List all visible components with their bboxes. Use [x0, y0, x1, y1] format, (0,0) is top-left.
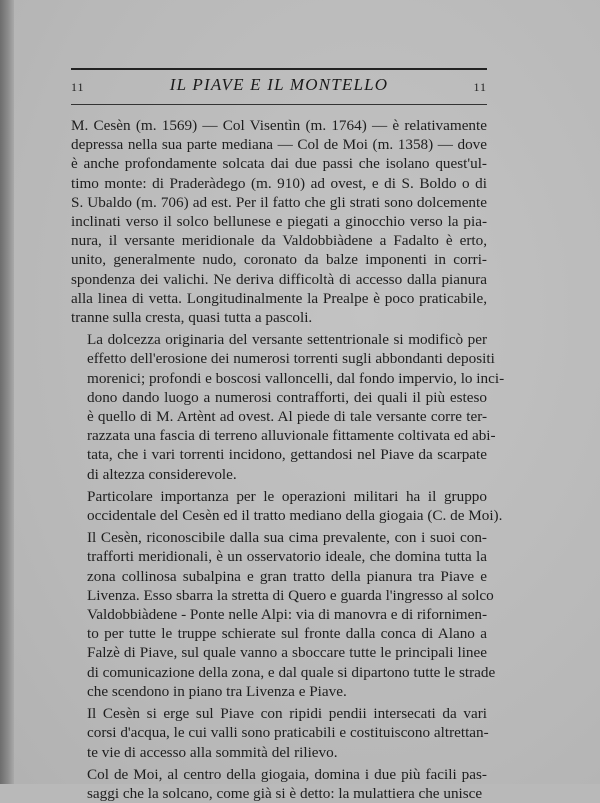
text-line: saggi che la solcano, come già si è detto: la mulattiera che unisce: [87, 784, 483, 802]
text-line: La dolcezza originaria del versante settentrionale si modificò per: [87, 331, 487, 349]
text-line: trafforti meridionali, è un osservatorio ideale, che domina tutta la: [87, 548, 487, 566]
text-line: te vie di accesso alla sommità del rilievo.: [87, 743, 338, 761]
text-line: to per tutte le truppe schierate sul fronte dalla conca di Alano a: [87, 625, 487, 643]
text-line: S. Ubaldo (m. 706) ad est. Per il fatto che gli strati sono dolcemente: [71, 193, 487, 211]
page-number-left: 11: [71, 80, 85, 94]
book-page: [14, 0, 600, 802]
text-line: Valdobbiàdene - Ponte nelle Alpi: via di manovra e di rifornimen-: [87, 606, 487, 624]
running-head-title: IL PIAVE E IL MONTELLO: [169, 75, 389, 94]
text-line: zona collinosa subalpina e gran tratto della pianura tra Piave e: [87, 567, 487, 585]
text-line: Falzè di Piave, sul quale vanno a sboccare tutte le principali linee: [87, 644, 487, 662]
text-line: Col de Moi, al centro della giogaia, domina i due più facili pas-: [87, 765, 487, 783]
paragraph: [71, 330, 505, 484]
running-head: [71, 68, 487, 105]
text-line: occidentale del Cesèn ed il tratto mediano della giogaia (C. de Moi).: [87, 507, 503, 525]
text-line: dono dando luogo a numerosi contrafforti, dei quali il più esteso: [87, 388, 487, 406]
text-line: alla linea di vetta. Longitudinalmente la Prealpe è poco praticabile,: [71, 289, 487, 307]
text-line: è quello di M. Artènt ad ovest. Al piede di tale versante corre ter-: [87, 408, 487, 426]
paragraph: [71, 528, 496, 701]
text-line: Particolare importanza per le operazioni militari ha il gruppo: [87, 487, 487, 505]
text-line: spondenza dei valichi. Ne deriva difficoltà di accesso dalla pianura: [71, 270, 487, 288]
page-binding-edge: [0, 0, 14, 784]
text-line: razzata una fascia di terreno alluvionale fittamente coltivata ed abi-: [87, 427, 496, 445]
paragraph: [71, 704, 487, 762]
text-line: depressa nella sua parte mediana — Col de Moi (m. 1358) — dove: [71, 136, 487, 154]
text-line: morenici; profondi e boscosi valloncelli, dal fondo impervio, lo inci-: [87, 369, 505, 387]
paragraph: [71, 116, 487, 327]
text-line: timo monte: di Praderàdego (m. 910) ad ovest, e di S. Boldo o di: [71, 174, 487, 192]
text-line: unito, generalmente nudo, coronato da balze imponenti in corri-: [71, 251, 487, 269]
text-line: Il Cesèn, riconoscibile dalla sua cima prevalente, con i suoi con-: [87, 529, 487, 547]
text-line: effetto dell'erosione dei numerosi torrenti sugli abbondanti depositi: [87, 350, 495, 368]
text-line: inclinati verso il solco bellunese e piegati a ginocchio verso la pia-: [71, 213, 487, 231]
text-line: di comunicazione della zona, e dal quale si dipartono tutte le strade: [87, 663, 496, 681]
body-text: [71, 116, 505, 803]
page-number-right: 11: [473, 80, 487, 94]
text-line: tata, che i vari torrenti incidono, gettandosi nel Piave da scarpate: [87, 446, 487, 464]
text-line: corsi d'acqua, le cui valli sono praticabili e costituiscono altrettan-: [87, 724, 489, 742]
text-line: Il Cesèn si erge sul Piave con ripidi pendii intersecati da vari: [87, 705, 487, 723]
text-line: che scendono in piano tra Livenza e Piave.: [87, 682, 347, 700]
paragraph: [71, 487, 503, 525]
text-line: è anche profondamente solcata dai due passi che isolano quest'ul-: [71, 155, 487, 173]
text-line: di altezza considerevole.: [87, 465, 237, 483]
text-line: Livenza. Esso sbarra la stretta di Quero e guarda l'ingresso al solco: [87, 586, 494, 604]
text-line: M. Cesèn (m. 1569) — Col Visentìn (m. 1764) — è relativamente: [71, 117, 487, 134]
text-line: nura, il versante meridionale da Valdobbiàdene a Fadalto è erto,: [71, 232, 487, 250]
text-line: tranne sulla cresta, quasi tutta a pascoli.: [71, 309, 313, 327]
